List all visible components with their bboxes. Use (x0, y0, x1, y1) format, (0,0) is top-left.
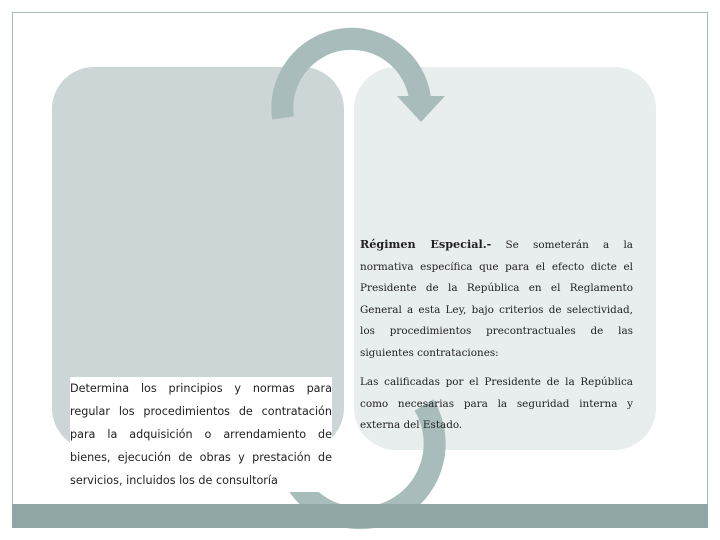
right-box-text (360, 234, 633, 437)
regimen-especial-heading: Régimen Especial.- (360, 237, 492, 251)
right-box-paragraph-1 (360, 234, 633, 364)
right-box-paragraph-1-text: Se someterán a la normativa específica que para el efecto dicte el Presidente de la República en el Reglamento General a esta Ley, bajo criterios de selectividad, los procedimientos precontractuales de las siguientes contrataciones: (360, 239, 633, 359)
left-box-text: Determina los principios y normas para regular los procedimientos de contratación para la adquisición o arrendamiento de bienes, ejecución de obras y prestación de servicios, incluidos los de consultoría (70, 377, 332, 492)
footer-band (12, 504, 708, 528)
top-curved-arrow-icon (282, 39, 445, 122)
right-box-paragraph-2: Las calificadas por el Presidente de la República como necesarias para la seguridad interna y externa del Estado. (360, 376, 633, 431)
